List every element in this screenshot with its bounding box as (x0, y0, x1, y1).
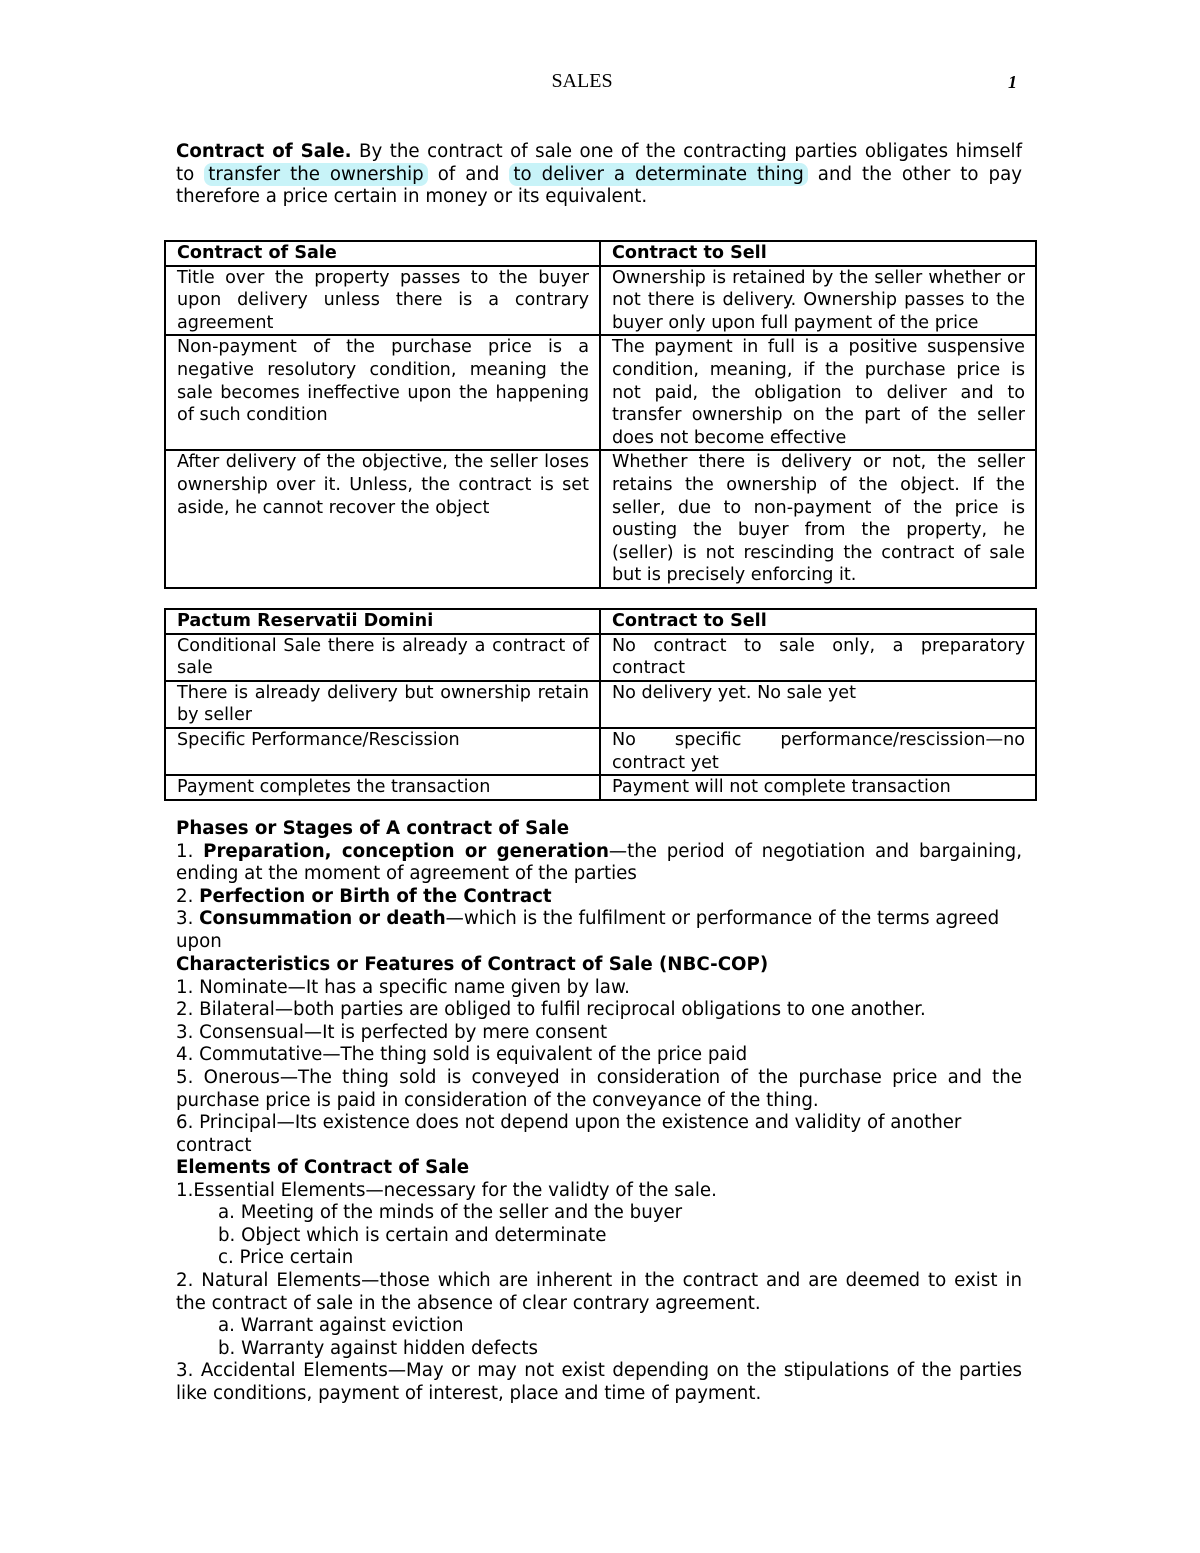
table-row (165, 450, 1036, 588)
list-item: 1.Essential Elements—necessary for the validty of the sale. (176, 1179, 717, 1201)
section-heading: Characteristics or Features of Contract of Sale (NBC-COP) (176, 954, 769, 975)
section-heading: Elements of Contract of Sale (176, 1157, 470, 1178)
section-heading: Phases or Stages of A contract of Sale (176, 818, 570, 839)
sub-list-item: b. Object which is certain and determinate (218, 1224, 607, 1246)
table-row (165, 634, 1036, 681)
table-cell: There is already delivery but ownership retain by seller (165, 681, 600, 728)
sub-list-item: a. Warrant against eviction (218, 1315, 464, 1337)
table-cell: No delivery yet. No sale yet (600, 681, 1036, 728)
sub-list-item: b. Warranty against hidden defects (218, 1337, 538, 1359)
table-cell: Payment completes the transaction (165, 775, 600, 800)
list-item: 1. Preparation, conception or generation—the period of negotiation and bargaining, ending at the moment of agreement of the parties (176, 840, 1022, 885)
list-item: 1. Nominate—It has a specific name given by law. (176, 976, 630, 998)
table-row (165, 266, 1036, 336)
table-header-cell: Contract of Sale (165, 241, 600, 266)
highlight-deliver-thing: to deliver a determinate thing (509, 163, 807, 186)
table-cell: Ownership is retained by the seller whether or not there is delivery. Ownership passes to the buyer only upon full payment of the price (600, 266, 1036, 336)
phases-section (176, 818, 1022, 954)
comparison-table-sale-vs-sell (164, 240, 1037, 589)
table-cell: Non-payment of the purchase price is a negative resolutory condition, meaning the sale becomes ineffective upon the happening of such condition (165, 335, 600, 450)
table-cell: Payment will not complete transaction (600, 775, 1036, 800)
table-header-cell: Contract to Sell (600, 241, 1036, 266)
page-number: 1 (1008, 72, 1017, 92)
list-item: 3. Accidental Elements—May or may not exist depending on the stipulations of the parties like conditions, payment of interest, place and time of payment. (176, 1360, 1022, 1404)
comparison-table-pactum-vs-sell (164, 608, 1037, 801)
table-cell: Specific Performance/Rescission (165, 728, 600, 775)
highlight-transfer-ownership: transfer the ownership (204, 163, 427, 186)
intro-term: Contract of Sale. (176, 141, 352, 162)
intro-text-b: of and (427, 163, 510, 185)
elements-section (176, 1157, 1022, 1406)
list-item: 5. Onerous—The thing sold is conveyed in consideration of the purchase price and the purchase price is paid in consideration of the conveyance of the thing. (176, 1066, 1022, 1111)
sub-list-item: a. Meeting of the minds of the seller and the buyer (218, 1202, 683, 1224)
table-header-cell: Contract to Sell (600, 609, 1036, 634)
list-item: 2. Perfection or Birth of the Contract (176, 885, 552, 907)
intro-text-a: By the contract of sale one of the contracting parties obligates himself to (176, 141, 1023, 185)
list-item: 2. Natural Elements—those which are inherent in the contract and are deemed to exist in the contract of sale in the absence of clear contrary agreement. (176, 1269, 1022, 1314)
sub-list-item: c. Price certain (218, 1247, 354, 1269)
intro-paragraph (176, 141, 1022, 209)
list-item: 4. Commutative—The thing sold is equivalent of the price paid (176, 1044, 748, 1066)
table-header-cell: Pactum Reservatii Domini (165, 609, 600, 634)
table-row (165, 335, 1036, 450)
table-cell: Whether there is delivery or not, the seller retains the ownership of the object. If the seller, due to non-payment of the price is ousting the buyer from the property, he (seller) is not rescinding the contract of sale but is precisely enforcing it. (600, 450, 1036, 588)
list-item: 3. Consensual—It is perfected by mere consent (176, 1021, 608, 1043)
table-row (165, 775, 1036, 800)
table-cell: No specific performance/rescission—no contract yet (600, 728, 1036, 775)
table-header-row (165, 241, 1036, 266)
table-cell: Title over the property passes to the buyer upon delivery unless there is a contrary agreement (165, 266, 600, 336)
characteristics-section (176, 954, 1022, 1157)
list-item: 6. Principal—Its existence does not depend upon the existence and validity of another contract (176, 1112, 962, 1156)
list-item: 2. Bilateral—both parties are obliged to fulfil reciprocal obligations to one another. (176, 999, 926, 1021)
table-cell: After delivery of the objective, the seller loses ownership over it. Unless, the contract is set aside, he cannot recover the object (165, 450, 600, 588)
intro-text-c: and the other to pay therefore a price certain in money or its equivalent. (176, 163, 1022, 208)
table-cell: No contract to sale only, a preparatory contract (600, 634, 1036, 681)
table-cell: The payment in full is a positive suspensive condition, meaning, if the purchase price is not paid, the obligation to deliver and to transfer ownership on the part of the seller does not become effective (600, 335, 1036, 450)
list-item: 3. Consummation or death—which is the fulfilment or performance of the terms agreed upon (176, 908, 1000, 952)
table-cell: Conditional Sale there is already a contract of sale (165, 634, 600, 681)
table-row (165, 681, 1036, 728)
page-header-title: SALES (551, 70, 613, 92)
table-row (165, 728, 1036, 775)
table-header-row (165, 609, 1036, 634)
